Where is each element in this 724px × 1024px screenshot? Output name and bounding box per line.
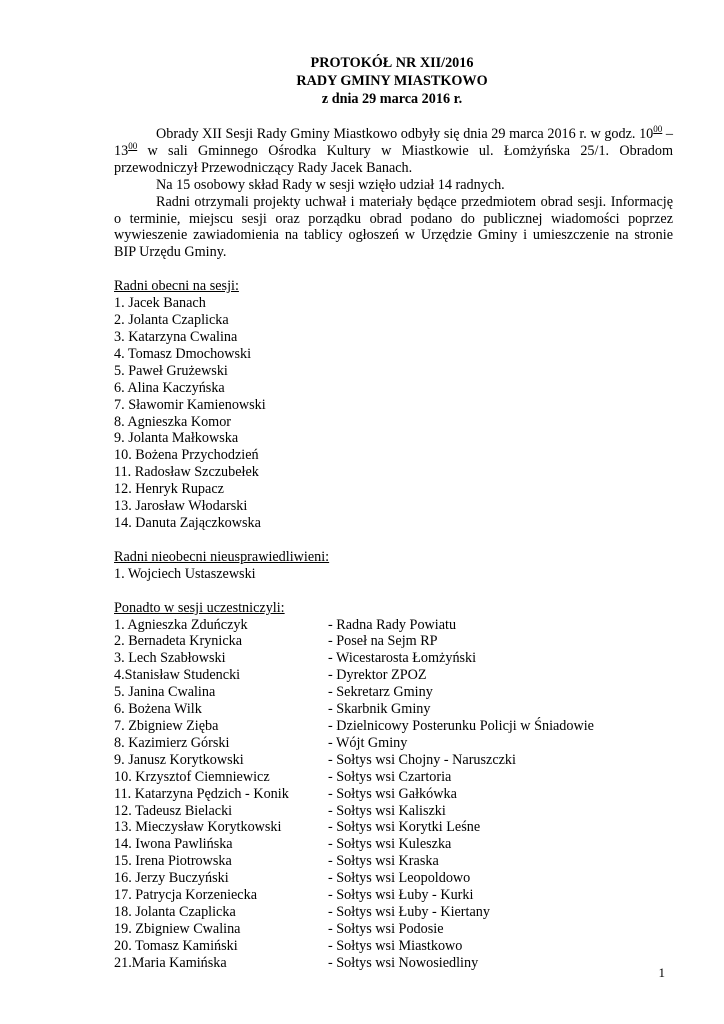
attendee-name: 3. Lech Szabłowski bbox=[114, 650, 226, 667]
intro-paragraph-3: Radni otrzymali projekty uchwał i materiały będące przedmiotem obrad sesji. Informację o terminie, miejscu sesji oraz porządku obrad podano do publicznej wiadomości poprzez wywieszenie zawiadomienia na tablicy ogłoszeń w Urzędzie Gminy i umieszczenie na stronie BIP Urzędu Gminy. bbox=[114, 193, 673, 261]
document-body bbox=[114, 126, 673, 972]
attendee-row bbox=[114, 786, 673, 803]
attendee-row bbox=[114, 633, 673, 650]
attendee-role: - Sołtys wsi Leopoldowo bbox=[328, 870, 471, 887]
attendee-row bbox=[114, 870, 673, 887]
present-councillor: 14. Danuta Zajączkowska bbox=[114, 514, 261, 531]
attendee-role: - Sołtys wsi Chojny - Naruszczki bbox=[328, 751, 516, 768]
attendee-name: 6. Bożena Wilk bbox=[114, 701, 202, 718]
attendee-role: - Sołtys wsi Kaliszki bbox=[328, 802, 446, 819]
present-councillor: 8. Agnieszka Komor bbox=[114, 413, 232, 430]
attendee-name: 11. Katarzyna Pędzich - Konik bbox=[114, 785, 289, 802]
attendee-name: 20. Tomasz Kamiński bbox=[114, 937, 238, 954]
present-councillor: 12. Henryk Rupacz bbox=[114, 481, 224, 498]
attendee-row bbox=[114, 887, 673, 904]
present-list bbox=[114, 295, 673, 532]
present-councillor: 2. Jolanta Czaplicka bbox=[114, 312, 229, 329]
attendee-row bbox=[114, 938, 673, 955]
attendee-row bbox=[114, 769, 673, 786]
attendee-name: 17. Patrycja Korzeniecka bbox=[114, 887, 257, 904]
intro-paragraph-1: Obrady XII Sesji Rady Gminy Miastkowo odbyły się dnia 29 marca 2016 r. w godz. $10^{00} - 13^{00}$ w sali Gminnego Ośrodka Kultury w Miastkowie ul. Łomżyńska 25/1. Obradom przewodniczył Przewodniczący Rady Jacek Banach. bbox=[114, 124, 673, 176]
attendee-name: 18. Jolanta Czaplicka bbox=[114, 903, 236, 920]
page-number: 1 bbox=[658, 965, 665, 981]
present-councillor: 9. Jolanta Małkowska bbox=[114, 430, 239, 447]
session-date: z dnia 29 marca 2016 r. bbox=[321, 91, 463, 107]
intro-paragraph-2: Na 15 osobowy skład Rady w sesji wzięło udział 14 radnych. bbox=[156, 176, 505, 193]
document-header bbox=[0, 54, 724, 108]
present-councillor: 5. Paweł Grużewski bbox=[114, 362, 228, 379]
attendee-row bbox=[114, 803, 673, 820]
attendee-row bbox=[114, 836, 673, 853]
attendee-role: - Sołtys wsi Miastkowo bbox=[328, 937, 463, 954]
attendee-row bbox=[114, 955, 673, 972]
attendee-name: 2. Bernadeta Krynicka bbox=[114, 633, 243, 650]
attendee-name: 15. Irena Piotrowska bbox=[114, 853, 232, 870]
attendee-name: 19. Zbigniew Cwalina bbox=[114, 920, 241, 937]
absent-section-title: Radni nieobecni nieusprawiedliwieni: bbox=[114, 548, 330, 565]
attendee-row bbox=[114, 735, 673, 752]
attendee-row bbox=[114, 752, 673, 769]
present-councillor: 4. Tomasz Dmochowski bbox=[114, 345, 252, 362]
attendee-role: - Sołtys wsi Łuby - Kurki bbox=[328, 887, 474, 904]
attendee-row bbox=[114, 819, 673, 836]
absent-list bbox=[114, 566, 673, 583]
attendee-role: - Wicestarosta Łomżyński bbox=[328, 650, 477, 667]
attendee-name: 7. Zbigniew Zięba bbox=[114, 718, 219, 734]
attendee-role: - Sekretarz Gminy bbox=[328, 684, 433, 701]
attendee-role: - Poseł na Sejm RP bbox=[328, 633, 438, 650]
attendee-role: - Sołtys wsi Łuby - Kiertany bbox=[328, 903, 490, 920]
council-name: RADY GMINY MIASTKOWO bbox=[296, 73, 488, 89]
present-councillor: 11. Radosław Szczubełek bbox=[114, 464, 259, 481]
attendee-role: - Sołtys wsi Kraska bbox=[328, 853, 439, 870]
attendee-row bbox=[114, 650, 673, 667]
attendee-name: 4.Stanisław Studencki bbox=[114, 667, 241, 684]
protocol-title: PROTOKÓŁ NR XII/2016 bbox=[310, 55, 474, 71]
attendee-name: 5. Janina Cwalina bbox=[114, 684, 216, 701]
attendee-row bbox=[114, 853, 673, 870]
attendee-role: - Radna Rady Powiatu bbox=[328, 616, 457, 633]
attendees-list bbox=[114, 617, 673, 972]
attendee-role: - Dzielnicowy Posterunku Policji w Śniadowie bbox=[328, 718, 594, 734]
attendee-row bbox=[114, 921, 673, 938]
attendee-row bbox=[114, 617, 673, 634]
attendee-name: 16. Jerzy Buczyński bbox=[114, 870, 229, 887]
present-councillor: 10. Bożena Przychodzień bbox=[114, 447, 259, 464]
attendee-row bbox=[114, 701, 673, 718]
attendee-name: 8. Kazimierz Górski bbox=[114, 734, 230, 751]
attendee-role: - Sołtys wsi Czartoria bbox=[328, 768, 452, 785]
attendee-role: - Skarbnik Gminy bbox=[328, 701, 431, 718]
attendee-row bbox=[114, 718, 673, 735]
attendees-section-title: Ponadto w sesji uczestniczyli: bbox=[114, 599, 285, 616]
attendee-role: - Sołtys wsi Gałkówka bbox=[328, 785, 457, 802]
attendee-role: - Sołtys wsi Podosie bbox=[328, 920, 444, 937]
present-councillor: 1. Jacek Banach bbox=[114, 295, 206, 312]
present-councillor: 3. Katarzyna Cwalina bbox=[114, 328, 238, 345]
attendee-role: - Dyrektor ZPOZ bbox=[328, 667, 427, 684]
attendee-name: 13. Mieczysław Korytkowski bbox=[114, 819, 282, 836]
present-councillor: 7. Sławomir Kamienowski bbox=[114, 396, 266, 413]
absent-councillor: 1. Wojciech Ustaszewski bbox=[114, 565, 256, 582]
attendee-role: - Sołtys wsi Nowosiedliny bbox=[328, 954, 479, 971]
attendee-name: 21.Maria Kamińska bbox=[114, 954, 227, 971]
attendee-name: 10. Krzysztof Ciemniewicz bbox=[114, 768, 270, 785]
attendee-row bbox=[114, 684, 673, 701]
attendee-name: 12. Tadeusz Bielacki bbox=[114, 802, 233, 819]
attendee-row bbox=[114, 667, 673, 684]
attendee-name: 1. Agnieszka Zduńczyk bbox=[114, 616, 248, 633]
attendee-role: - Wójt Gminy bbox=[328, 734, 408, 751]
attendee-role: - Sołtys wsi Korytki Leśne bbox=[328, 819, 481, 836]
present-section-title: Radni obecni na sesji: bbox=[114, 278, 239, 295]
attendee-row bbox=[114, 904, 673, 921]
attendee-role: - Sołtys wsi Kuleszka bbox=[328, 836, 452, 853]
present-councillor: 6. Alina Kaczyńska bbox=[114, 379, 225, 396]
present-councillor: 13. Jarosław Włodarski bbox=[114, 498, 248, 515]
attendee-name: 9. Janusz Korytkowski bbox=[114, 751, 244, 768]
attendee-name: 14. Iwona Pawlińska bbox=[114, 836, 233, 853]
